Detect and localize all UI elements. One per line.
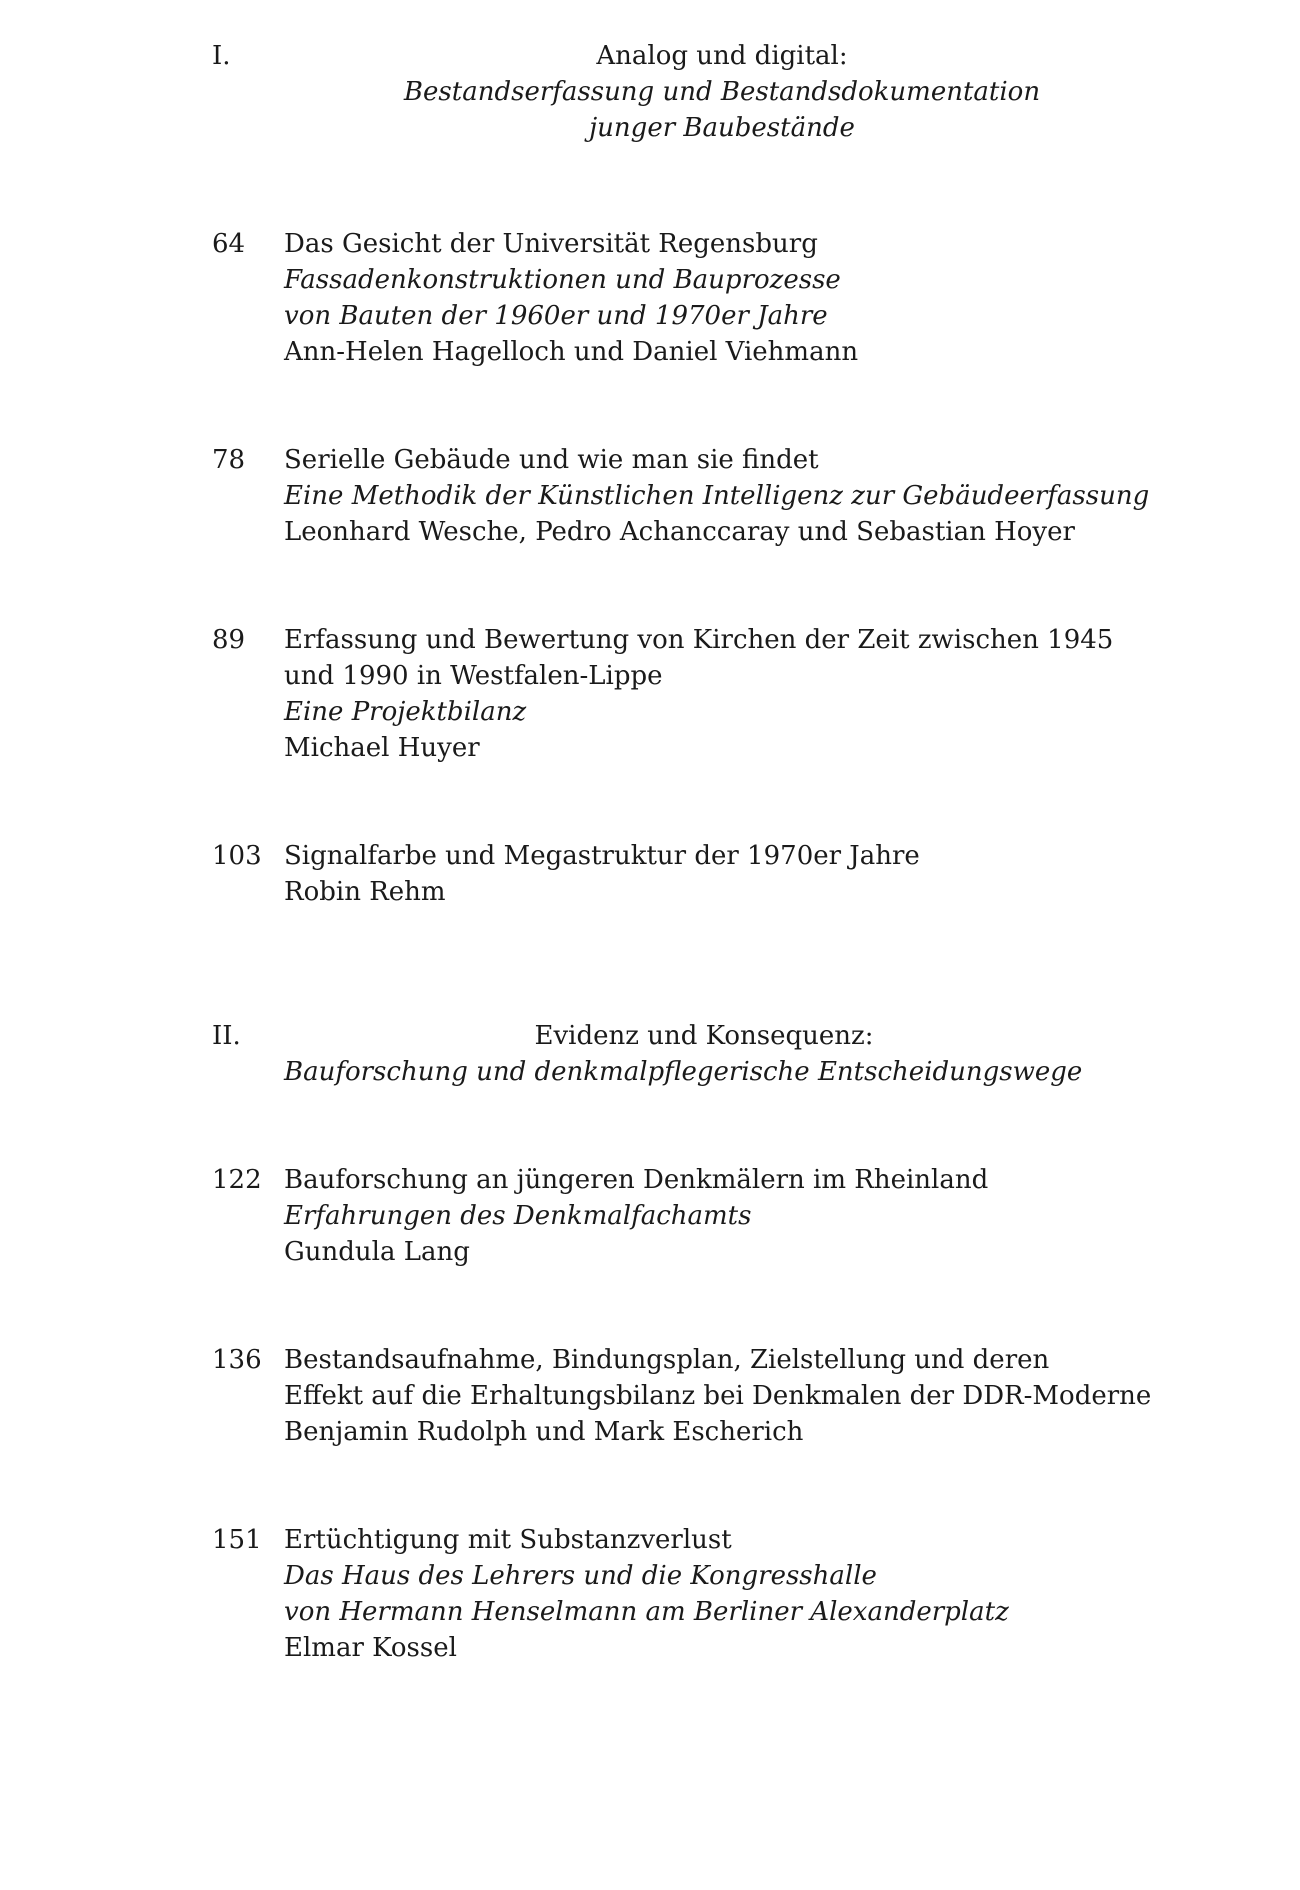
entry-author: Gundula Lang	[284, 1237, 470, 1267]
entry-author: Robin Rehm	[284, 877, 446, 907]
page-number: 89	[212, 625, 246, 655]
entry-subtitle: Eine Projektbilanz	[284, 697, 527, 727]
entry-title: Effekt auf die Erhaltungsbilanz bei Denkmalen der DDR-Moderne	[284, 1381, 1152, 1411]
entry-subtitle: von Hermann Henselmann am Berliner Alexanderplatz	[284, 1597, 1009, 1627]
section-subtitle-line: Bestandserfassung und Bestandsdokumentation	[403, 77, 1041, 107]
entry-author: Ann-Helen Hagelloch und Daniel Viehmann	[284, 337, 859, 367]
entry-author: Leonhard Wesche, Pedro Achanccaray und Sebastian Hoyer	[284, 517, 1075, 547]
page-number: 151	[212, 1525, 262, 1555]
entry-title: Das Gesicht der Universität Regensburg	[284, 229, 818, 259]
section-1	[212, 38, 1212, 158]
entry-subtitle: Fassadenkonstruktionen und Bauprozesse	[284, 265, 841, 295]
section-numeral: II.	[212, 1021, 241, 1051]
entry-title: Serielle Gebäude und wie man sie findet	[284, 445, 819, 475]
entry-author: Michael Huyer	[284, 733, 480, 763]
page-number: 122	[212, 1165, 262, 1195]
entry-author: Elmar Kossel	[284, 1633, 457, 1663]
entry-subtitle: Erfahrungen des Denkmalfachamts	[284, 1201, 752, 1231]
entry-title: Bestandsaufnahme, Bindungsplan, Zielstellung und deren	[284, 1345, 1050, 1375]
page-number: 136	[212, 1345, 262, 1375]
entry-title: Ertüchtigung mit Substanzverlust	[284, 1525, 732, 1555]
entry-title: und 1990 in Westfalen-Lippe	[284, 661, 663, 691]
section-title: Evidenz und Konsequenz:	[534, 1021, 874, 1051]
entry-title: Signalfarbe und Megastruktur der 1970er Jahre	[284, 841, 920, 871]
section-subtitle-line: Bauforschung und denkmalpflegerische Entscheidungswege	[284, 1057, 1083, 1087]
entry-author: Benjamin Rudolph und Mark Escherich	[284, 1417, 804, 1447]
entry-title: Bauforschung an jüngeren Denkmälern im Rheinland	[284, 1165, 989, 1195]
page-number: 103	[212, 841, 262, 871]
section-2	[212, 1018, 1212, 1098]
entry-title: Erfassung und Bewertung von Kirchen der Zeit zwischen 1945	[284, 625, 1114, 655]
page-number: 78	[212, 445, 246, 475]
entry-subtitle: von Bauten der 1960er und 1970er Jahre	[284, 301, 828, 331]
section-title: Analog und digital:	[596, 41, 848, 71]
entry-subtitle: Das Haus des Lehrers und die Kongresshalle	[284, 1561, 877, 1591]
entry-subtitle: Eine Methodik der Künstlichen Intelligenz zur Gebäudeerfassung	[284, 481, 1150, 511]
section-subtitle-line: junger Baubestände	[589, 113, 855, 143]
page-number: 64	[212, 229, 246, 259]
section-numeral: I.	[212, 41, 231, 71]
